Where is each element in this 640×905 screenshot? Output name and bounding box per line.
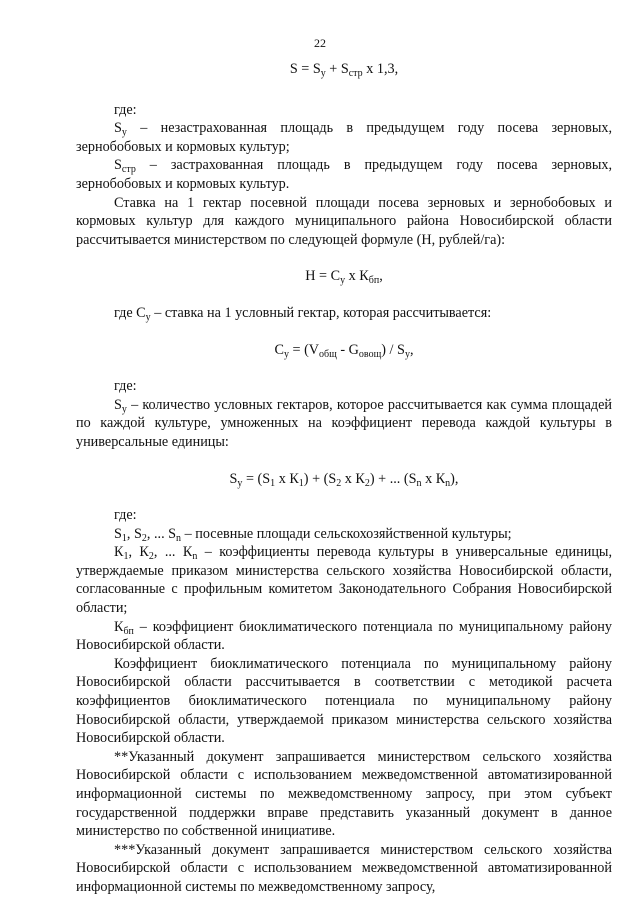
definition-s-list: $S_1$, $S_2$, ... $S_n$ – посевные площади сельскохозяйственной культуры;: [114, 525, 512, 544]
definition-kbp: $К_{бп}$ – коэффициент биоклиматического потенциала по муниципальному району Новосибирской области.: [76, 618, 612, 654]
page-number: 22: [314, 36, 326, 50]
bioclimatic-paragraph: Коэффициент биоклиматического потенциала по муниципальному району Новосибирской области рассчитывается в соответствии с методикой расчета коэффициентов биоклиматического потенциала по муниципальному району Новосибирской области, утверждаемой приказом министерства сельского хозяйства Новосибирской области.: [76, 655, 612, 747]
footnote-double-asterisk: **Указанный документ запрашивается министерством сельского хозяйства Новосибирской области с использованием межведомственной автоматизированной информационной системы по межведомственному запросу, при этом субъект государственной поддержки вправе представить указанный документ в данное министерство по собственной инициативе.: [76, 748, 612, 840]
where-label-2: где:: [114, 378, 137, 395]
cy-definition: где $С_у$ – ставка на 1 условный гектар, которая рассчитывается:: [114, 304, 492, 323]
definition-k-list: $К_1$, $К_2$, ... $К_n$ – коэффициенты перевода культуры в универсальные единицы, утверждаемые приказом министерства сельского хозяйства Новосибирской области, согласованные с профильным комитетом Законодательного Собрания Новосибирской области;: [76, 544, 612, 617]
where-label-1: где:: [114, 101, 137, 118]
definition-sstr: $S_{стр}$ – застрахованная площадь в предыдущем году посева зерновых, зернобобовых и кормовых культур.: [76, 157, 612, 192]
definition-sy-conditional: $S_у$ – количество условных гектаров, которое рассчитывается как сумма площадей по каждой культуре, умноженных на коэффициент перевода каждой культуры в универсальные единицы:: [76, 396, 612, 450]
footnote-triple-asterisk: ***Указанный документ запрашивается министерством сельского хозяйства Новосибирской области с использованием межведомственной автоматизированной информационной системы по межведомственному запросу,: [76, 841, 612, 895]
formula-h: $Н = С_у$ х $К_{бп}$,: [305, 268, 383, 287]
formula-s: $S = S_у + S_{стр}$ х 1,3,: [289, 61, 399, 79]
where-label-3: где:: [114, 507, 137, 524]
definition-sy: $S_у$ – незастрахованная площадь в предыдущем году посева зерновых, зернобобовых и кормовых культур;: [76, 120, 612, 155]
formula-cy: $С_у = (V_{общ} - G_{овощ}) / S_у$,: [274, 341, 414, 360]
formula-sy: $S_у = (S_1$ х $К_1) + (S_2$ х $К_2$) + ... ($S_n$ х $К_n$),: [229, 470, 459, 489]
rate-paragraph: Ставка на 1 гектар посевной площади посева зерновых и зернобобовых и кормовых культур для каждого муниципального района Новосибирской области рассчитывается министерством по следующей формуле (Н, рублей/га):: [76, 194, 612, 248]
page-body: [76, 60, 612, 897]
